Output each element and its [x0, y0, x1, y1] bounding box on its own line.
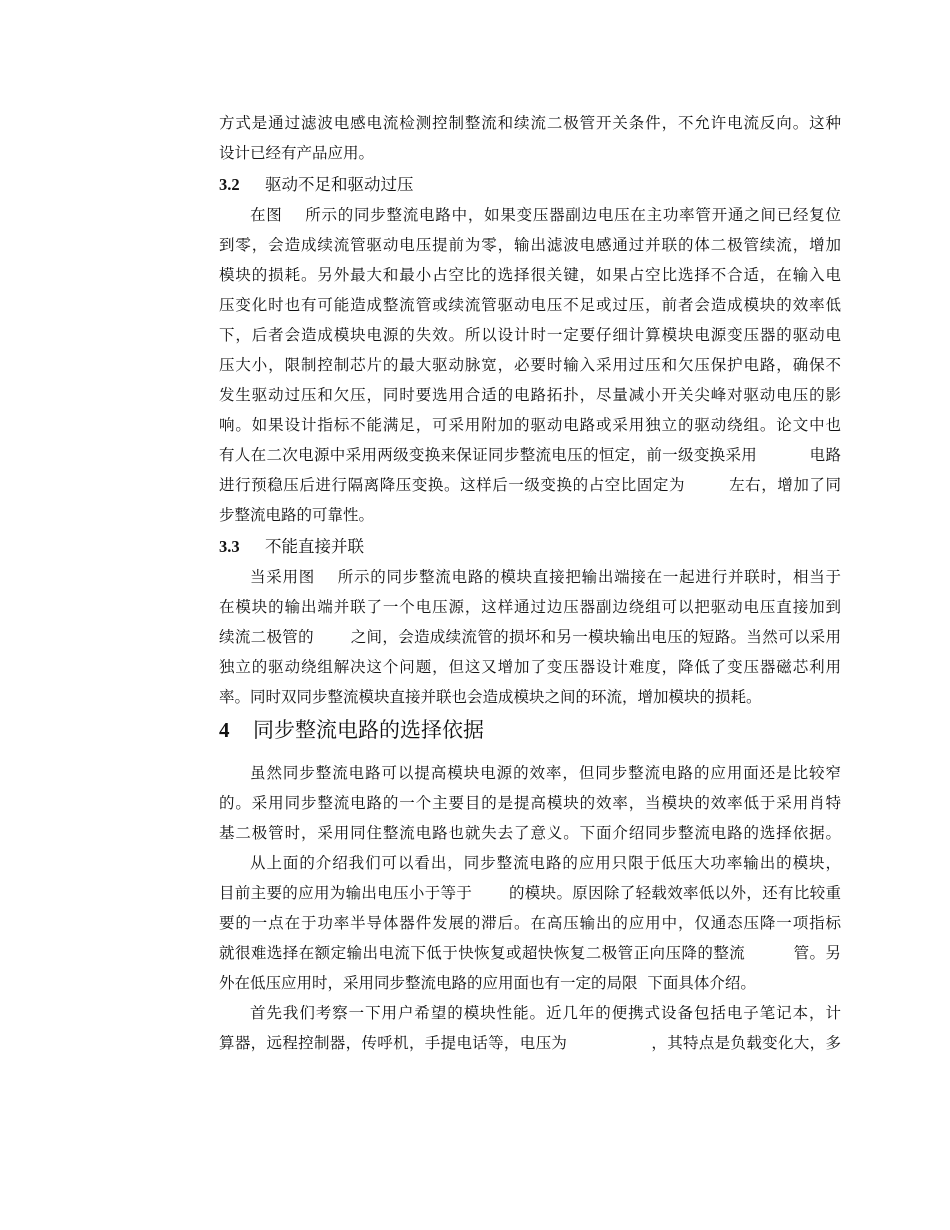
- paragraph-low-voltage: [219, 848, 841, 998]
- text-line: 压变化时也有可能造成整流管或续流管驱动电压不足或过压，前者会造成模块的效率低: [219, 296, 841, 314]
- text-line: 独立的驱动绕组解决这个问题，但这又增加了变压器设计难度，降低了变压器磁芯利用: [219, 658, 841, 676]
- text-line: 在模块的输出端并联了一个电压源，这样通过边压器副边绕组可以把驱动电压直接加到: [219, 598, 841, 616]
- text-line: 从上面的介绍我们可以看出，同步整流电路的应用只限于低压大功率输出的模块，: [250, 854, 841, 872]
- section-number: 3.2: [219, 175, 240, 194]
- text-line: 步整流电路的可靠性。: [219, 506, 375, 524]
- text-line: 基二极管时，采用同住整流电路也就失去了意义。下面介绍同步整流电路的选择依据。: [219, 824, 841, 842]
- text-line: 进行预稳压后进行隔离降压变换。这样后一级变换的占空比固定为 左右，增加了同: [219, 476, 841, 494]
- paragraph-drive: [219, 200, 841, 530]
- section-title: 驱动不足和驱动过压: [265, 175, 414, 194]
- text-line: 在图 所示的同步整流电路中，如果变压器副边电压在主功率管开通之间已经复位: [250, 206, 841, 224]
- text-line: 响。如果设计指标不能满足，可采用附加的驱动电路或采用独立的驱动绕组。论文中也: [219, 416, 841, 434]
- section-heading-3-2: [219, 170, 841, 200]
- section-number: 3.3: [219, 537, 240, 556]
- text-line: 目前主要的应用为输出电压小于等于 的模块。原因除了轻载效率低以外，还有比较重: [219, 884, 841, 902]
- text-line: 算器，远程控制器，传呼机，手提电话等，电压为 ，其特点是负载变化大，多: [219, 1034, 841, 1052]
- paragraph-user-performance: [219, 998, 841, 1058]
- section-title: 同步整流电路的选择依据: [253, 718, 484, 742]
- text-line: 下，后者会造成模块电源的失效。所以设计时一定要仔细计算模块电源变压器的驱动电: [219, 326, 841, 344]
- text-line: 虽然同步整流电路可以提高模块电源的效率，但同步整流电路的应用面还是比较窄: [250, 764, 841, 782]
- paragraph-parallel: [219, 562, 841, 712]
- text-line: 模块的损耗。另外最大和最小占空比的选择很关键，如果占空比选择不合适，在输入电: [219, 266, 841, 284]
- text-line: 设计已经有产品应用。: [219, 144, 375, 162]
- text-line: 首先我们考察一下用户希望的模块性能。近几年的便携式设备包括电子笔记本，计: [250, 1004, 841, 1022]
- text-line: 到零，会造成续流管驱动电压提前为零，输出滤波电感通过并联的体二极管续流，增加: [219, 236, 841, 254]
- text-line: 率。同时双同步整流模块直接并联也会造成模块之间的环流，增加模块的损耗。: [219, 688, 762, 706]
- text-line: 压大小，限制控制芯片的最大驱动脉宽，必要时输入采用过压和欠压保护电路，确保不: [219, 356, 841, 374]
- text-line: 的。采用同步整流电路的一个主要目的是提高模块的效率，当模块的效率低于采用肖特: [219, 794, 841, 812]
- text-line: 外在低压应用时，采用同步整流电路的应用面也有一定的局限 下面具体介绍。: [219, 974, 756, 992]
- text-line: 发生驱动过压和欠压，同时要选用合适的电路拓扑，尽量减小开关尖峰对驱动电压的影: [219, 386, 841, 404]
- text-line: 续流二极管的 之间，会造成续流管的损坏和另一模块输出电压的短路。当然可以采用: [219, 628, 841, 646]
- text-line: 要的一点在于功率半导体器件发展的滞后。在高压输出的应用中，仅通态压降一项指标: [219, 914, 841, 932]
- paragraph-intro: [219, 108, 841, 168]
- section-heading-3-3: [219, 532, 841, 562]
- document-page: [219, 108, 841, 1058]
- section-number: 4: [219, 718, 230, 742]
- paragraph-selection: [219, 758, 841, 848]
- text-line: 当采用图 所示的同步整流电路的模块直接把输出端接在一起进行并联时，相当于: [250, 568, 841, 586]
- section-title: 不能直接并联: [265, 537, 364, 556]
- text-line: 有人在二次电源中采用两级变换来保证同步整流电压的恒定，前一级变换采用 电路: [219, 446, 841, 464]
- text-line: 方式是通过滤波电感电流检测控制整流和续流二极管开关条件，不允许电流反向。这种: [219, 114, 841, 132]
- text-line: 就很难选择在额定输出电流下低于快恢复或超快恢复二极管正向压降的整流 管。另: [219, 944, 841, 962]
- section-heading-4: [219, 712, 841, 748]
